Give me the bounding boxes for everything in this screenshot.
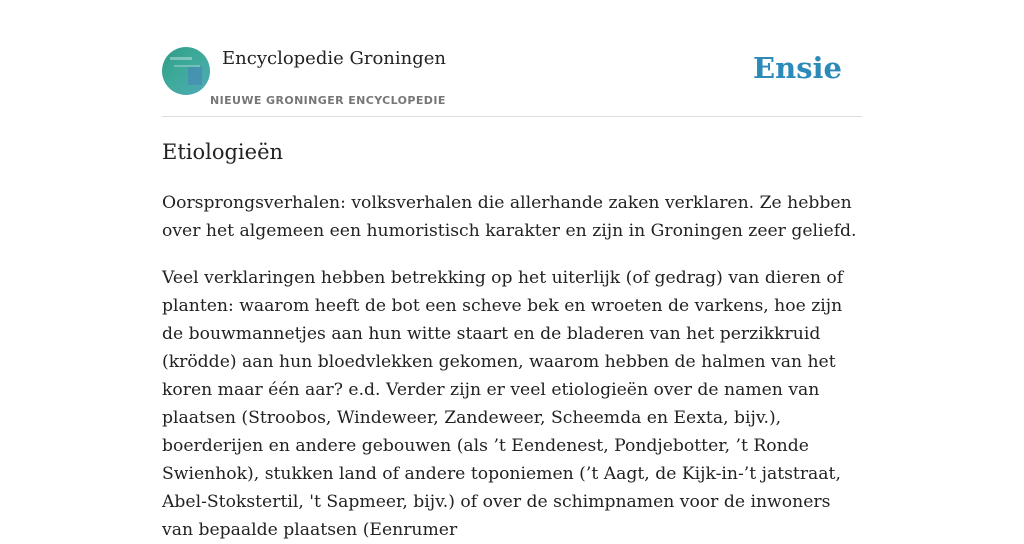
article-paragraph: Veel verklaringen hebben betrekking op het uiterlijk (of gedrag) van dieren of planten: waarom heeft de bot een scheve bek en wroeten de varkens, hoe zijn de bouwmannetjes aan hun witte staart en de bladeren van het perzikkruid (krödde) aan hun bloedvlekken gekomen, waarom hebben de halmen van het koren maar één aar? e.d. Verder zijn er veel etiologieën over de namen van plaatsen (Stroobos, Windeweer, Zandeweer, Scheemda en Eexta, bijv.), boerderijen en andere gebouwen (als ’t Eendenest, Pondjebotter, ’t Ronde Swienhok), stukken land of andere toponiemen (’t Aagt, de Kijk-in-’t jatstraat, Abel-Stokstertil, 't Sapmeer, bijv.) of over de schimpnamen voor de inwoners van bepaalde plaatsen (Eenrumer [162, 268, 844, 540]
article-paragraph: Oorsprongsverhalen: volksverhalen die allerhande zaken verklaren. Ze hebben over het algemeen een humoristisch karakter en zijn in Groningen zeer geliefd. [162, 193, 857, 241]
article-title: Etiologieën [162, 140, 284, 164]
site-subtitle: NIEUWE GRONINGER ENCYCLOPEDIE [210, 94, 446, 107]
article [162, 140, 862, 544]
encyclopedie-groningen-logo-icon[interactable] [162, 47, 210, 95]
ensie-brand-link[interactable]: Ensie [753, 51, 842, 85]
site-header [162, 46, 862, 117]
site-title[interactable]: Encyclopedie Groningen [222, 48, 447, 69]
